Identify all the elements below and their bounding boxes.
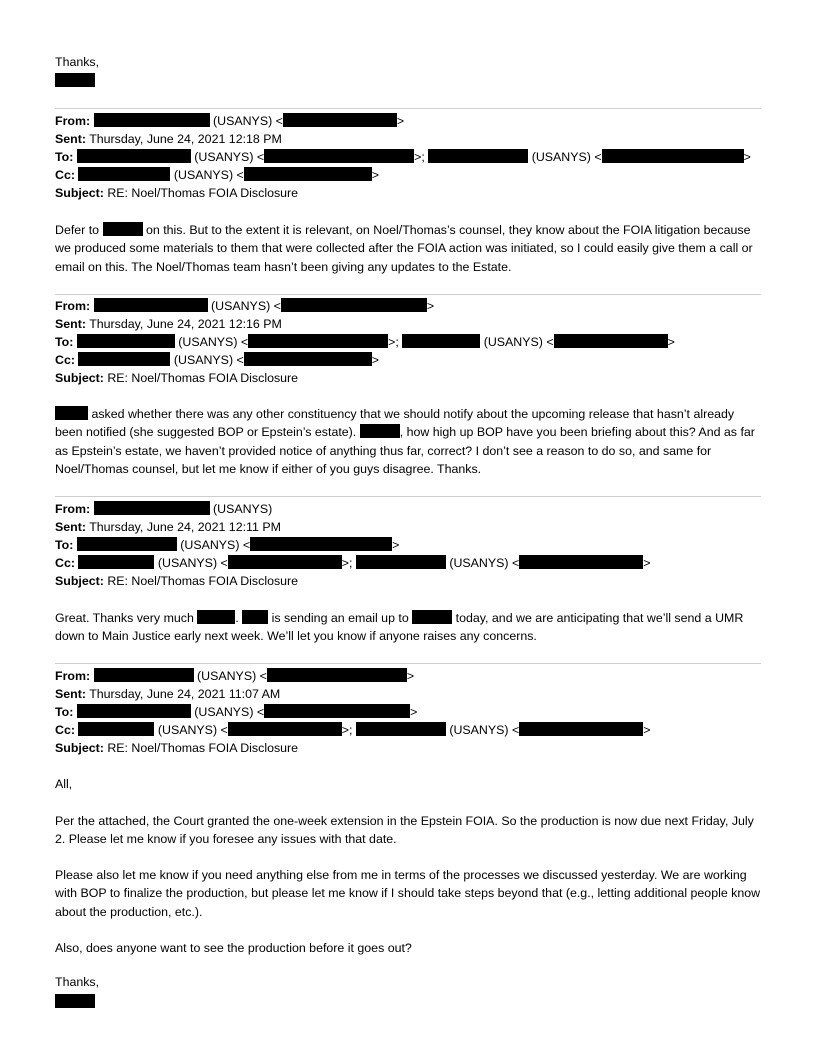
cc-line: Cc: (USANYS) < >; (USANYS) < > <box>55 556 651 570</box>
redaction <box>55 994 95 1008</box>
redaction <box>94 501 210 515</box>
redaction <box>264 704 410 718</box>
redaction <box>281 298 427 312</box>
redaction <box>228 555 342 569</box>
redaction <box>602 149 744 163</box>
signoff-thanks: Thanks, <box>55 55 100 69</box>
redaction <box>402 334 480 348</box>
subject-line: Subject: RE: Noel/Thomas FOIA Disclosure <box>55 741 299 755</box>
redaction <box>244 167 372 181</box>
redaction <box>244 352 372 366</box>
email-body-1: Defer to on this. But to the extent it is relevant, on Noel/Thomas’s counsel, they know about the FOIA litigation because we produced some materials to them that were collected after the FOIA action was initiated, so I could easily give them a call or email on this. The Noel/Thomas team hasn’t been giving any updates to the Estate. <box>55 223 753 274</box>
redaction <box>55 406 88 420</box>
redaction <box>78 352 170 366</box>
redaction <box>519 722 643 736</box>
sent-line: Sent: Thursday, June 24, 2021 12:11 PM <box>55 520 281 534</box>
email-paragraph: Also, does anyone want to see the production before it goes out? <box>55 941 412 955</box>
redaction <box>248 334 388 348</box>
redaction <box>356 722 446 736</box>
subject-line: Subject: RE: Noel/Thomas FOIA Disclosure <box>55 371 299 385</box>
redaction <box>228 722 342 736</box>
redaction <box>360 424 400 438</box>
to-line: To: (USANYS) < >; (USANYS) < > <box>55 335 675 349</box>
redaction <box>77 334 175 348</box>
redaction <box>94 668 194 682</box>
cc-line: Cc: (USANYS) < >; (USANYS) < > <box>55 723 651 737</box>
email-body-2: asked whether there was any other constituency that we should notify about the upcoming release that hasn’t already been notified (she suggested BOP or Epstein’s estate). , how high up BOP have you been briefing about this? And as far as Epstein’s estate, we haven’t provided notice of anything thus far, correct? I don’t see a reason to do so, and same for Noel/Thomas counsel, but let me know if either of you guys disagree. Thanks. <box>55 407 755 476</box>
redaction <box>250 537 392 551</box>
from-line: From: (USANYS) <box>55 502 273 516</box>
redaction <box>428 149 528 163</box>
redaction <box>197 610 235 624</box>
divider <box>55 294 761 295</box>
subject-line: Subject: RE: Noel/Thomas FOIA Disclosure <box>55 186 299 200</box>
redaction <box>78 555 154 569</box>
redaction <box>94 113 210 127</box>
from-line: From: (USANYS) < > <box>55 669 415 683</box>
sent-line: Sent: Thursday, June 24, 2021 11:07 AM <box>55 687 281 701</box>
redaction <box>356 555 446 569</box>
to-line: To: (USANYS) < >; (USANYS) < > <box>55 150 751 164</box>
cc-line: Cc: (USANYS) < > <box>55 168 379 182</box>
redaction <box>412 610 452 624</box>
from-line: From: (USANYS) < > <box>55 114 405 128</box>
email-paragraph: Per the attached, the Court granted the one-week extension in the Epstein FOIA. So the production is now due next Friday, July 2. Please let me know if you foresee any issues with that date. <box>55 814 754 847</box>
redaction <box>267 668 407 682</box>
sent-line: Sent: Thursday, June 24, 2021 12:18 PM <box>55 132 282 146</box>
redaction <box>55 73 95 87</box>
redaction <box>264 149 414 163</box>
redaction <box>78 722 154 736</box>
redaction <box>554 334 668 348</box>
redaction <box>519 555 643 569</box>
redaction <box>242 610 268 624</box>
sent-line: Sent: Thursday, June 24, 2021 12:16 PM <box>55 317 282 331</box>
divider <box>55 496 761 497</box>
to-line: To: (USANYS) < > <box>55 538 400 552</box>
redaction <box>103 222 143 236</box>
redaction <box>77 704 191 718</box>
redaction <box>94 298 208 312</box>
redaction <box>77 149 191 163</box>
email-paragraph: Please also let me know if you need anything else from me in terms of the processes we discussed yesterday. We are working with BOP to finalize the production, but please let me know if I should take steps beyond that (e.g., letting additional people know about the production, etc.). <box>55 868 761 919</box>
divider <box>55 663 761 664</box>
to-line: To: (USANYS) < > <box>55 705 418 719</box>
subject-line: Subject: RE: Noel/Thomas FOIA Disclosure <box>55 574 299 588</box>
email-greeting: All, <box>55 777 73 791</box>
redaction <box>77 537 177 551</box>
divider <box>55 108 761 109</box>
from-line: From: (USANYS) < > <box>55 299 435 313</box>
cc-line: Cc: (USANYS) < > <box>55 353 379 367</box>
email-closing: Thanks, <box>55 975 100 989</box>
redaction <box>283 113 397 127</box>
redaction <box>78 167 170 181</box>
email-body-3: Great. Thanks very much . is sending an email up to today, and we are anticipating that we’ll send a UMR down to Main Justice early next week. We’ll let you know if anyone raises any concerns. <box>55 611 744 644</box>
